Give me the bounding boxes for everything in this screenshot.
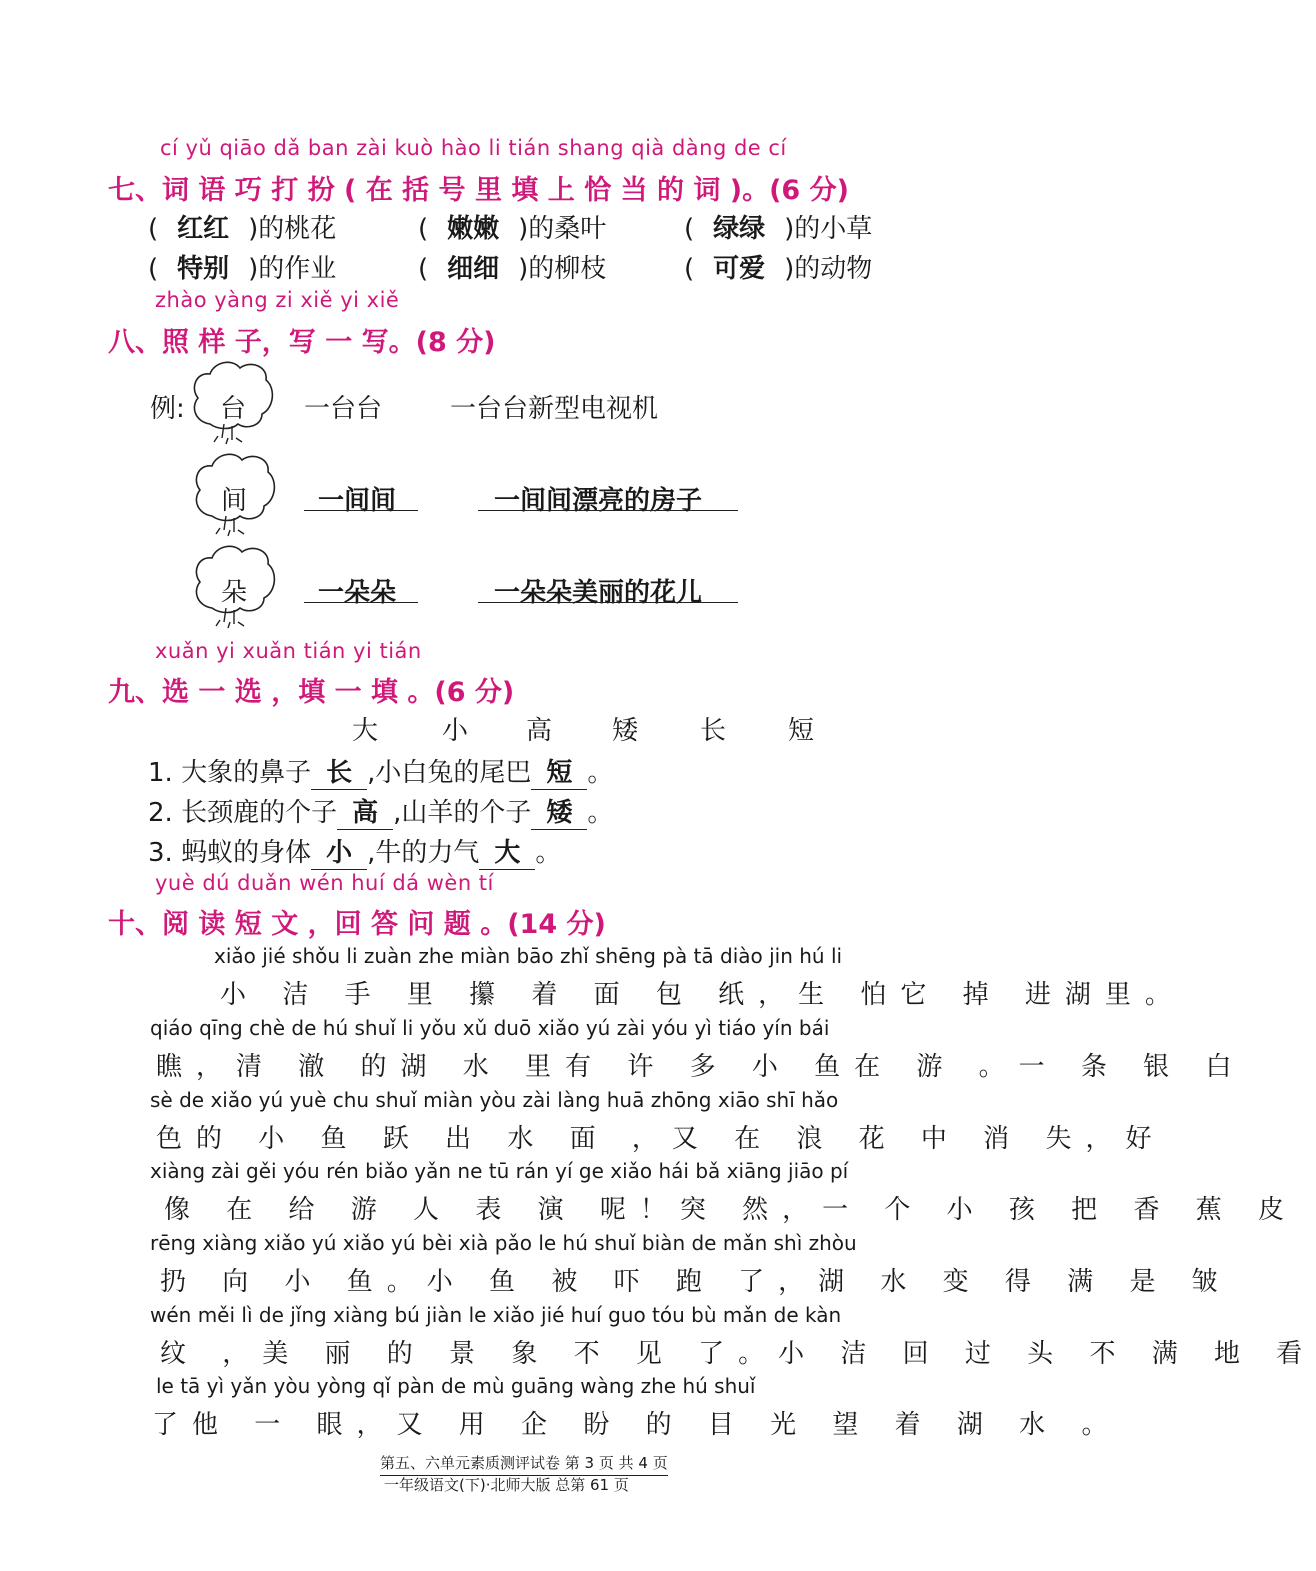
q7-answer: 嫩嫩 [447, 214, 500, 244]
q9-option: 矮 [612, 716, 639, 746]
passage-text: 扔 向 小 鱼。小 鱼 被 吓 跑 了，湖 水 变 得 满 是 皱 [160, 1267, 1232, 1297]
q9-answer: 矮 [531, 792, 587, 830]
q9-option: 短 [788, 716, 815, 746]
footer-line2: 一年级语文(下)·北师大版 总第 61 页 [384, 1476, 629, 1494]
q9-answer: 短 [531, 752, 587, 790]
q7-answer: 可爱 [713, 254, 766, 284]
q9-line1: 1. 大象的鼻子 长 ,小白兔的尾巴 短 。 [148, 752, 613, 790]
q8-item1-word: 一间间 [318, 486, 397, 516]
passage-text: 色的 小 鱼 跃 出 水 面 ，又 在 浪 花 中 消 失，好 [156, 1124, 1166, 1154]
q9-pinyin: xuǎn yi xuǎn tián yi tián [155, 639, 422, 663]
q8-item2-char: 朵 [220, 578, 247, 608]
q7-answer: 绿绿 [713, 214, 766, 244]
passage-pinyin: sè de xiǎo yú yuè chu shuǐ miàn yòu zài làng huā zhōng xiāo shī hǎo [150, 1088, 839, 1112]
q8-example-char: 台 [219, 394, 246, 424]
q7-row2-item1: ( 特别 )的作业 [148, 248, 336, 285]
q7-heading: 七、词 语 巧 打 扮 ( 在 括 号 里 填 上 恰 当 的 词 )。(6 分) [108, 175, 849, 206]
q9-line3: 3. 蚂蚁的身体 小 ,牛的力气 大 。 [148, 832, 561, 870]
answer-line [304, 510, 418, 511]
q7-row1-item2: ( 嫩嫩 )的桑叶 [418, 208, 606, 245]
q7-answer: 特别 [177, 254, 230, 284]
passage-pinyin: qiáo qīng chè de hú shuǐ li yǒu xǔ duō xiǎo yú zài yóu yì tiáo yín bái [150, 1016, 830, 1040]
q10-pinyin: yuè dú duǎn wén huí dá wèn tí [155, 871, 494, 895]
q8-example-phrase: 一台台新型电视机 [450, 394, 659, 424]
passage-text: 瞧，清 澈 的湖 水 里有 许 多 小 鱼在 游 。一 条 银 白 [156, 1052, 1246, 1082]
q8-item1-char: 间 [220, 486, 247, 516]
q8-pinyin: zhào yàng zi xiě yi xiě [155, 288, 400, 312]
q8-heading: 八、照 样 子，写 一 写。(8 分) [108, 327, 496, 358]
q9-option: 大 [352, 716, 379, 746]
q7-row1-item3: ( 绿绿 )的小草 [684, 208, 872, 245]
footer-line1: 第五、六单元素质测评试卷 第 3 页 共 4 页 [380, 1452, 668, 1476]
q7-row2-item2: ( 细细 )的柳枝 [418, 248, 606, 285]
passage-pinyin: xiǎo jié shǒu li zuàn zhe miàn bāo zhǐ shēng pà tā diào jin hú li [214, 944, 843, 968]
q8-example-word: 一台台 [304, 394, 383, 424]
q8-example-label: 例: [150, 394, 185, 424]
passage-pinyin: rēng xiàng xiǎo yú xiǎo yú bèi xià pǎo le hú shuǐ biàn de mǎn shì zhòu [150, 1231, 857, 1255]
q10-heading: 十、阅 读 短 文 ，回 答 问 题 。(14 分) [108, 909, 606, 940]
passage-pinyin: xiàng zài gěi yóu rén biǎo yǎn ne tū rán yí ge xiǎo hái bǎ xiāng jiāo pí [150, 1159, 849, 1183]
answer-line [304, 602, 418, 603]
q7-answer: 细细 [447, 254, 500, 284]
q8-item2-phrase: 一朵朵美丽的花儿 [494, 578, 703, 608]
q7-row1-item1: ( 红红 )的桃花 [148, 208, 336, 245]
q9-answer: 小 [311, 832, 367, 870]
q8-item2-word: 一朵朵 [318, 578, 397, 608]
answer-line [478, 602, 738, 603]
q7-pinyin: cí yǔ qiāo dǎ ban zài kuò hào li tián shang qià dàng de cí [160, 136, 787, 160]
q9-answer: 长 [311, 752, 367, 790]
q9-option: 小 [442, 716, 469, 746]
passage-text: 了他 一 眼，又 用 企 盼 的 目 光 望 着 湖 水 。 [152, 1410, 1122, 1440]
q9-line2: 2. 长颈鹿的个子 高 ,山羊的个子 矮 。 [148, 792, 613, 830]
q9-answer: 大 [479, 832, 535, 870]
q7-row2-item3: ( 可爱 )的动物 [684, 248, 872, 285]
q9-answer: 高 [337, 792, 393, 830]
passage-pinyin: le tā yì yǎn yòu yòng qǐ pàn de mù guāng wàng zhe hú shuǐ [156, 1374, 756, 1398]
passage-pinyin: wén měi lì de jǐng xiàng bú jiàn le xiǎo jié huí guo tóu bù mǎn de kàn [150, 1303, 842, 1327]
q9-heading: 九、选 一 选 ，填 一 填 。(6 分) [108, 677, 515, 708]
answer-line [478, 510, 738, 511]
passage-text: 纹 ，美 丽 的 景 象 不 见 了。小 洁 回 过 头 不 满 地 看 [160, 1339, 1316, 1369]
passage-text: 小 洁 手 里 攥 着 面 包 纸，生 怕它 掉 进湖里。 [220, 980, 1185, 1010]
q7-answer: 红红 [177, 214, 230, 244]
q9-option: 高 [526, 716, 553, 746]
q9-option: 长 [700, 716, 727, 746]
passage-text: 像 在 给 游 人 表 演 呢！突 然，一 个 小 孩 把 香 蕉 皮 [164, 1195, 1298, 1225]
q8-item1-phrase: 一间间漂亮的房子 [494, 486, 703, 516]
